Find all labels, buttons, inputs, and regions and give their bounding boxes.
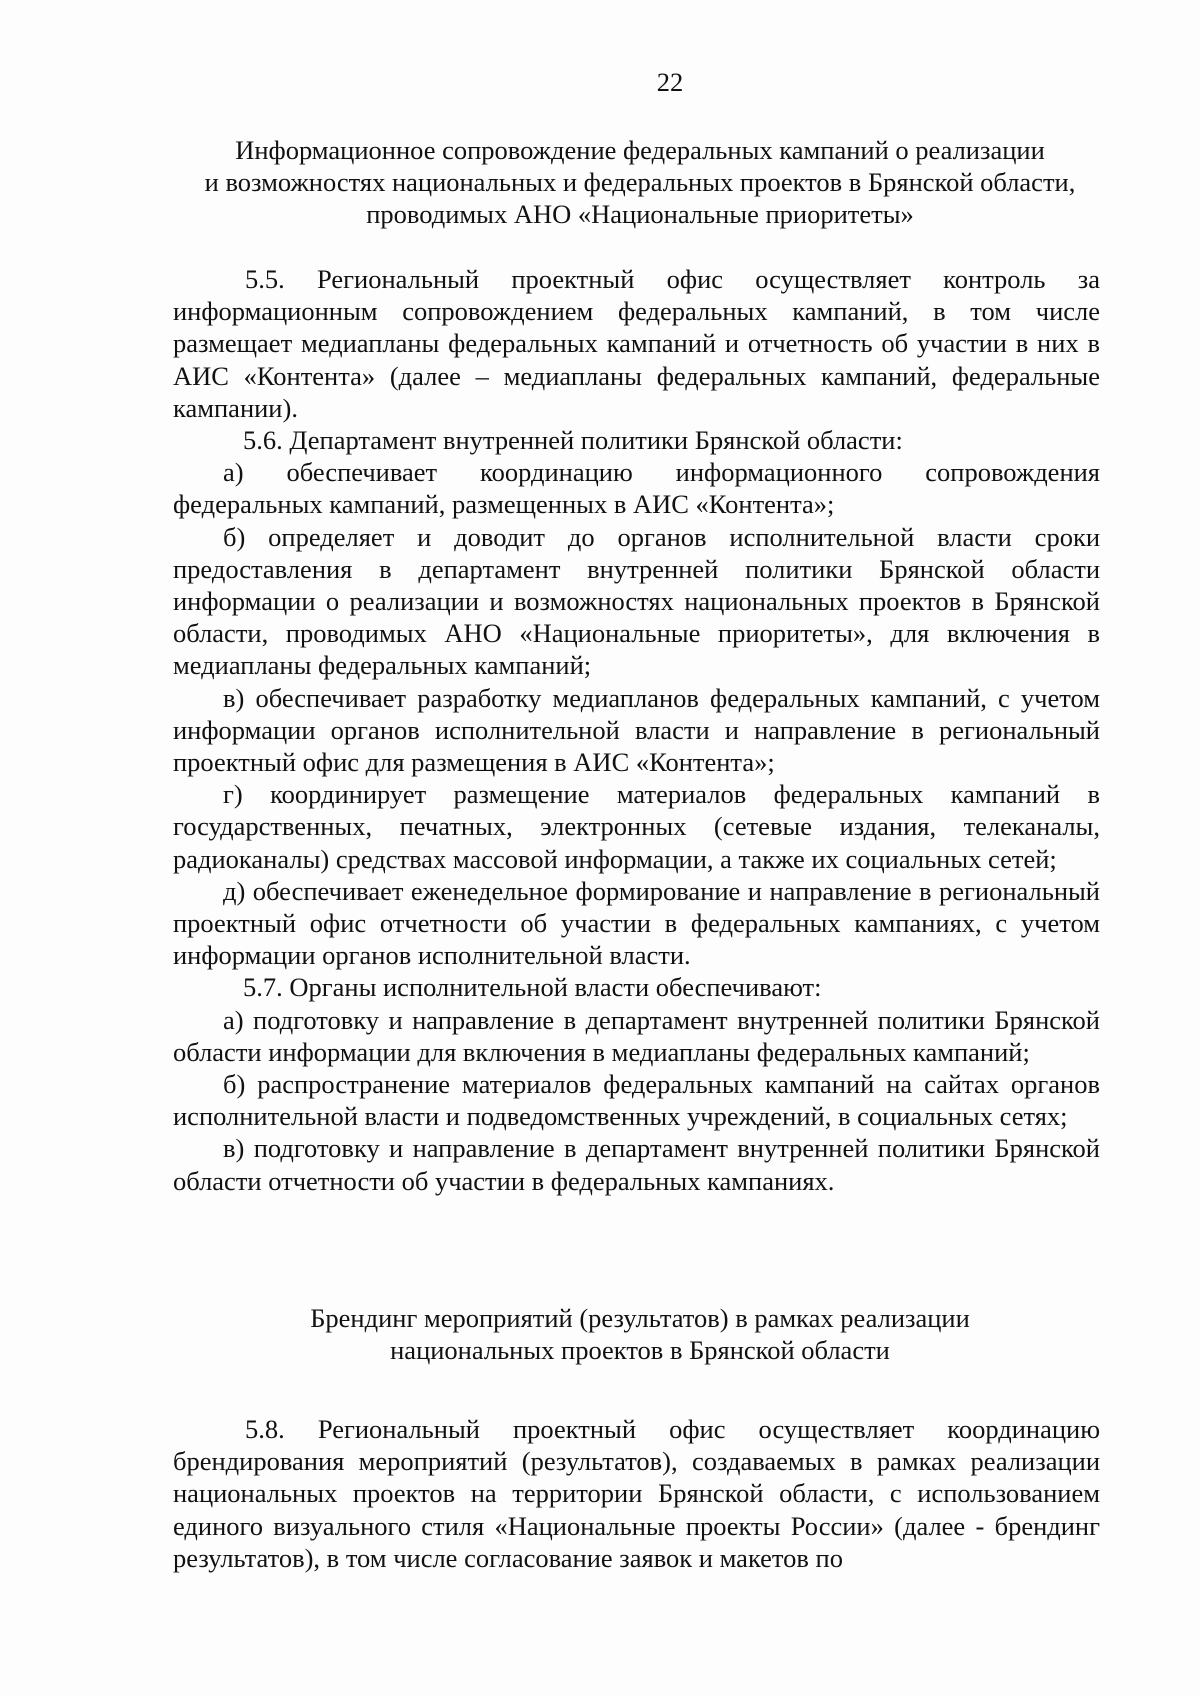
section-body-media-support — [173, 263, 1100, 1197]
paragraph-5-7-v: в) подготовку и направление в департамент внутренней политики Брянской области отчетности об участии в федеральных кампаниях. — [173, 1133, 1100, 1196]
section-heading-branding — [150, 1302, 1130, 1366]
heading-line: Информационное сопровождение федеральных кампаний о реализации — [235, 135, 1045, 165]
paragraph-5-8: 5.8. Региональный проектный офис осуществляет координацию брендирования мероприятий (результатов), создаваемых в рамках реализации национальных проектов на территории Брянской области, с использованием единого визуального стиля «Национальные проекты России» (далее - брендинг результатов), в том числе согласование заявок и макетов по — [173, 1414, 1100, 1573]
paragraph-5-6-v: в) обеспечивает разработку медиапланов федеральных кампаний, с учетом информации органов исполнительной власти и направление в региональный проектный офис для размещения в АИС «Контента»; — [173, 682, 1100, 778]
paragraph-5-7-b: б) распространение материалов федеральных кампаний на сайтах органов исполнительной власти и подведомственных учреждений, в социальных сетях; — [173, 1069, 1100, 1132]
heading-line: и возможностях национальных и федеральных проектов в Брянской области, — [204, 167, 1076, 198]
paragraph-5-6-a: а) обеспечивает координацию информационного сопровождения федеральных кампаний, размещенных в АИС «Контента»; — [173, 457, 1100, 520]
page-number: 22 — [656, 67, 684, 97]
paragraph-5-6-b: б) определяет и доводит до органов исполнительной власти сроки предоставления в департамент внутренней политики Брянской области информации о реализации и возможностях национальных проектов в Брянской области, проводимых АНО «Национальные приоритеты», для включения в медиапланы федеральных кампаний; — [173, 521, 1100, 681]
paragraph-5-6-d: д) обеспечивает еженедельное формирование и направление в региональный проектный офис отчетности об участии в федеральных кампаниях, с учетом информации органов исполнительной власти. — [173, 875, 1100, 971]
paragraph-5-7-a: а) подготовку и направление в департамент внутренней политики Брянской области информации для включения в медиапланы федеральных кампаний; — [173, 1004, 1100, 1067]
section-heading-media-support — [150, 134, 1130, 231]
heading-line: национальных проектов в Брянской области — [390, 1335, 890, 1366]
paragraph-5-6-g: г) координирует размещение материалов федеральных кампаний в государственных, печатных, электронных (сетевые издания, телеканалы, радиоканалы) средствах массовой информации, а также их социальных сетей; — [173, 779, 1100, 874]
paragraph-5-7: 5.7. Органы исполнительной власти обеспечивают: — [243, 972, 822, 1003]
paragraph-5-5: 5.5. Региональный проектный офис осуществляет контроль за информационным сопровождением федеральных кампаний, в том числе размещает медиапланы федеральных кампаний и отчетность об участии в них в АИС «Контента» (далее – медиапланы федеральных кампаний, федеральные кампании). — [173, 264, 1100, 423]
heading-line: проводимых АНО «Национальные приоритеты» — [366, 199, 914, 230]
section-body-branding — [173, 1413, 1100, 1574]
heading-line: Брендинг мероприятий (результатов) в рамках реализации — [310, 1303, 970, 1333]
paragraph-5-6: 5.6. Департамент внутренней политики Брянской области: — [243, 425, 903, 456]
